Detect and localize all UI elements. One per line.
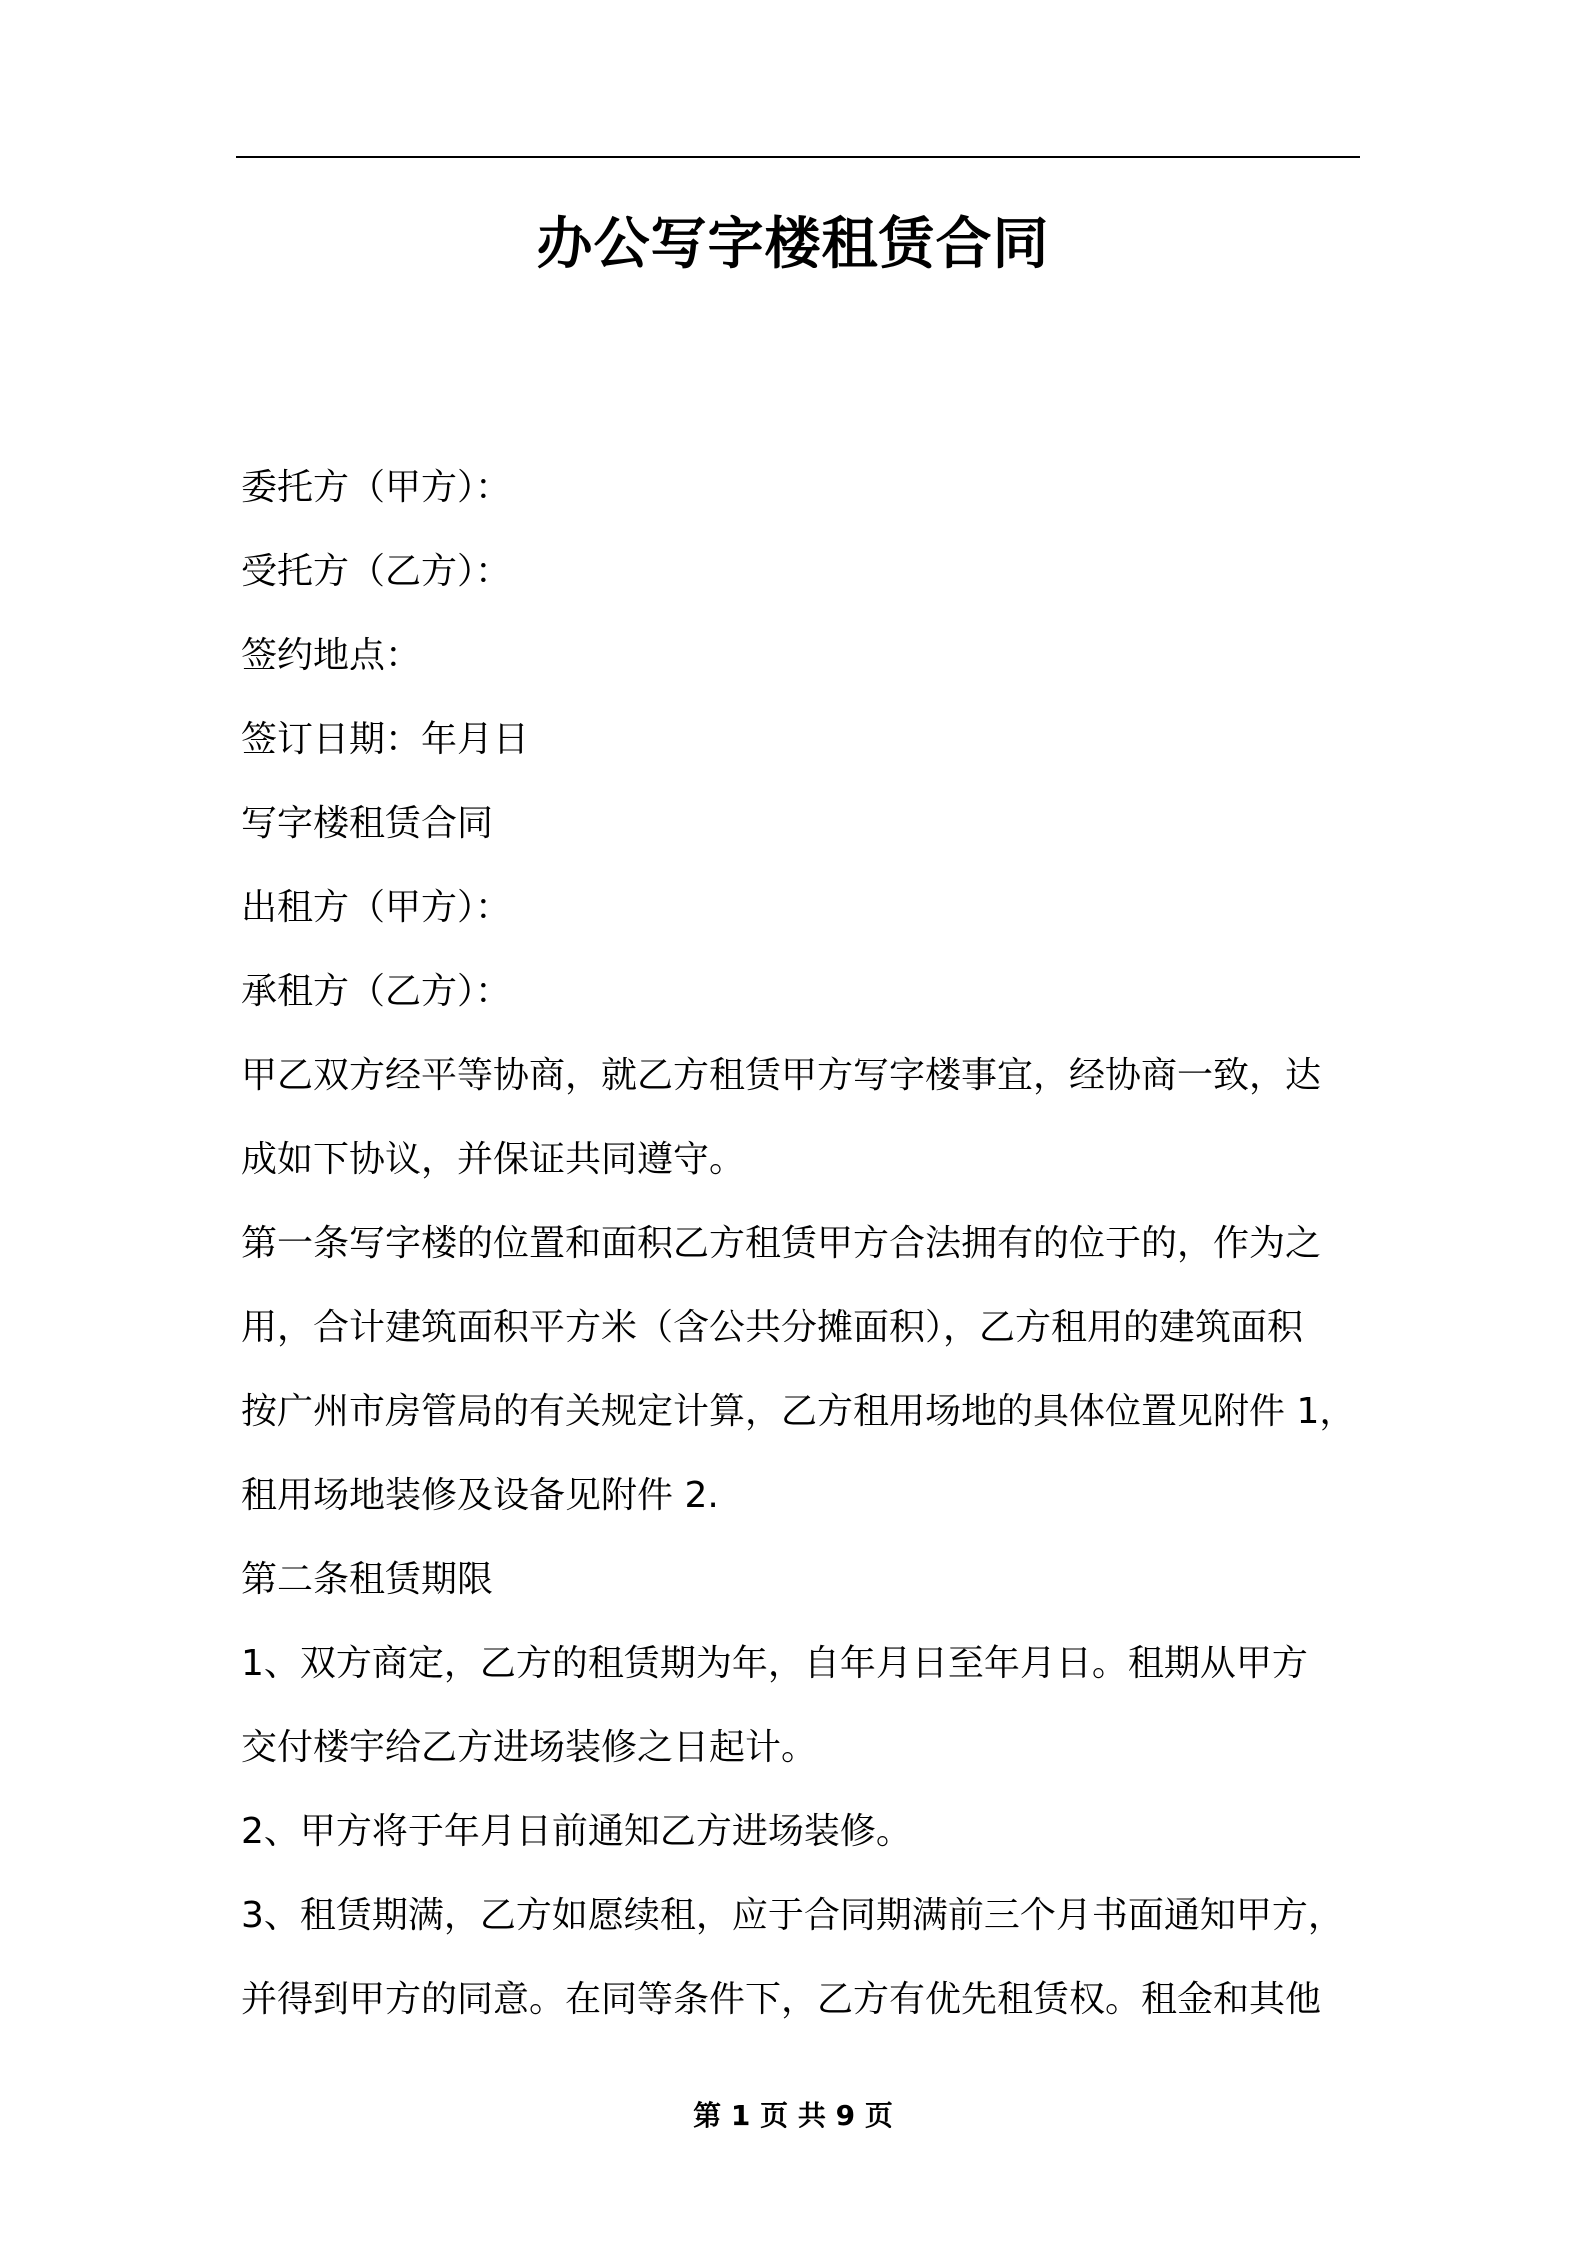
text-line: 租用场地装修及设备见附件 2. — [241, 1475, 719, 1516]
text-line: 写字楼租赁合同 — [241, 803, 494, 844]
text-line: 按广州市房管局的有关规定计算，乙方租用场地的具体位置见附件 1， — [241, 1391, 1356, 1432]
text-line: 承租方（乙方）： — [241, 971, 512, 1012]
text-line: 甲乙双方经平等协商，就乙方租赁甲方写字楼事宜，经协商一致，达 — [241, 1055, 1322, 1096]
text-line: 成如下协议，并保证共同遵守。 — [241, 1139, 746, 1180]
text-line: 并得到甲方的同意。在同等条件下，乙方有优先租赁权。租金和其他 — [241, 1979, 1322, 2020]
text-line: 1、双方商定，乙方的租赁期为年，自年月日至年月日。租期从甲方 — [241, 1643, 1308, 1684]
text-line: 交付楼宇给乙方进场装修之日起计。 — [241, 1727, 818, 1768]
page-number: 第 1 页 共 9 页 — [693, 2099, 893, 2132]
text-line: 第二条租赁期限 — [241, 1559, 494, 1600]
text-line: 3、租赁期满，乙方如愿续租，应于合同期满前三个月书面通知甲方， — [241, 1895, 1344, 1936]
text-line: 2、甲方将于年月日前通知乙方进场装修。 — [241, 1811, 912, 1852]
text-line: 委托方（甲方）： — [241, 467, 512, 508]
document-body — [241, 446, 1371, 2042]
text-line: 用，合计建筑面积平方米（含公共分摊面积），乙方租用的建筑面积 — [241, 1307, 1304, 1348]
header-rule — [236, 156, 1360, 158]
text-line: 第一条写字楼的位置和面积乙方租赁甲方合法拥有的位于的，作为之 — [241, 1223, 1322, 1264]
text-line: 签约地点： — [241, 635, 422, 676]
text-line: 出租方（甲方）： — [241, 887, 512, 928]
text-line: 受托方（乙方）： — [241, 551, 512, 592]
document-title: 办公写字楼租赁合同 — [536, 212, 1050, 277]
text-line: 签订日期：年月日 — [241, 719, 530, 760]
